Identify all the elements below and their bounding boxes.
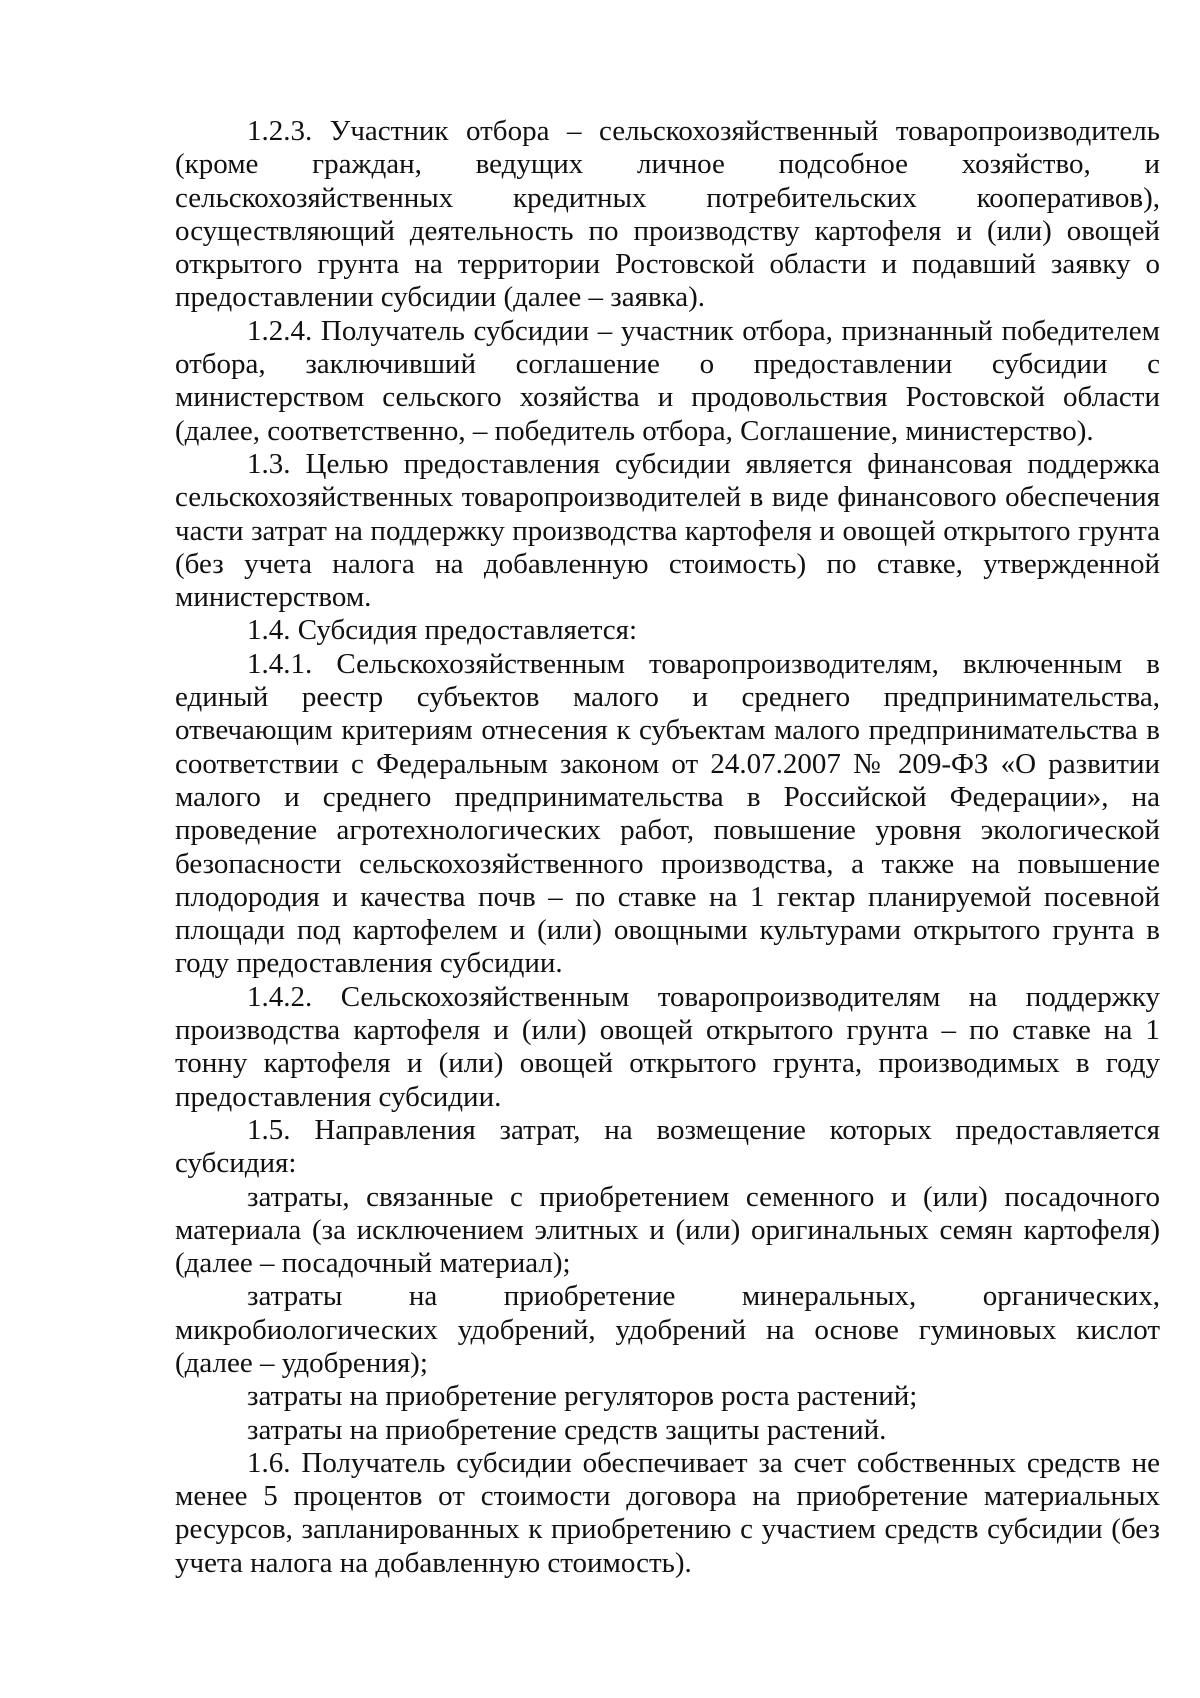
- paragraph-1-6: 1.6. Получатель субсидии обеспечивает за счет собственных средств не менее 5 процентов от стоимости договора на приобретение материальных ресурсов, запланированных к приобретению с участием средств субсидии (без учета налога на добавленную стоимость).: [175, 1446, 1160, 1579]
- paragraph-1-4-2: 1.4.2. Сельскохозяйственным товаропроизводителям на поддержку производства картофеля и (или) овощей открытого грунта – по ставке на 1 тонну картофеля и (или) овощей открытого грунта, производимых в году предоставления субсидии.: [175, 980, 1160, 1113]
- paragraph-1-3: 1.3. Целью предоставления субсидии является финансовая поддержка сельскохозяйственных товаропроизводителей в виде финансового обеспечения части затрат на поддержку производства картофеля и овощей открытого грунта (без учета налога на добавленную стоимость) по ставке, утвержденной министерством.: [175, 447, 1160, 614]
- expense-item-fertilizers: затраты на приобретение минеральных, органических, микробиологических удобрений, удобрений на основе гуминовых кислот (далее – удобрения);: [175, 1280, 1160, 1379]
- paragraph-1-2-4: 1.2.4. Получатель субсидии – участник отбора, признанный победителем отбора, заключивший соглашение о предоставлении субсидии с министерством сельского хозяйства и продовольствия Ростовской области (далее, соответственно, – победитель отбора, Соглашение, министерство).: [175, 314, 1160, 447]
- document-body: [175, 115, 1160, 1580]
- expense-item-growth-regulators: затраты на приобретение регуляторов роста растений;: [247, 1380, 918, 1413]
- expense-item-planting-material: затраты, связанные с приобретением семенного и (или) посадочного материала (за исключением элитных и (или) оригинальных семян картофеля) (далее – посадочный материал);: [175, 1180, 1160, 1280]
- paragraph-1-5: 1.5. Направления затрат, на возмещение которых предоставляется субсидия:: [175, 1113, 1160, 1180]
- paragraph-1-4: 1.4. Субсидия предоставляется:: [247, 614, 638, 647]
- paragraph-1-2-3: 1.2.3. Участник отбора – сельскохозяйственный товаропроизводитель (кроме граждан, ведущих личное подсобное хозяйство, и сельскохозяйственных кредитных потребительских кооперативов), осуществляющий деятельность по производству картофеля и (или) овощей открытого грунта на территории Ростовской области и подавший заявку о предоставлении субсидии (далее – заявка).: [175, 115, 1160, 314]
- expense-item-plant-protection: затраты на приобретение средств защиты растений.: [247, 1413, 887, 1446]
- paragraph-1-4-1: 1.4.1. Сельскохозяйственным товаропроизводителям, включенным в единый реестр субъектов малого и среднего предпринимательства, отвечающим критериям отнесения к субъектам малого предпринимательства в соответствии с Федеральным законом от 24.07.2007 № 209-ФЗ «О развитии малого и среднего предпринимательства в Российской Федерации», на проведение агротехнологических работ, повышение уровня экологической безопасности сельскохозяйственного производства, а также на повышение плодородия и качества почв – по ставке на 1 гектар планируемой посевной площади под картофелем и (или) овощными культурами открытого грунта в году предоставления субсидии.: [175, 647, 1160, 980]
